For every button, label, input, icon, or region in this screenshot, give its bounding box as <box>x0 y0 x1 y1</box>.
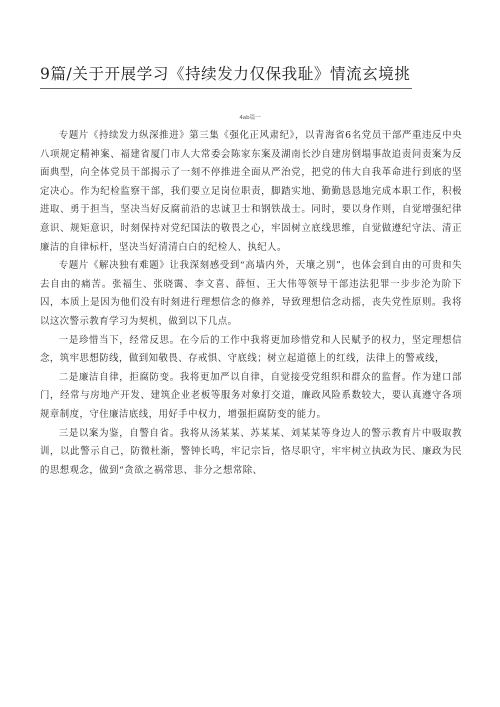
title-underline <box>40 88 412 89</box>
document-body <box>40 127 462 480</box>
section-subtitle: 4ab篇一 <box>239 115 261 121</box>
paragraph: 专题片《解决独有难题》让我深刻感受到“高墙内外，天壤之别”，也体会到自由的可贵和失去自由的痛苦。张福生、张晓霭、李文喜、薛恒、王大伟等领导干部违法犯罪一步步沦为阶下囚，本质上是因为他们没有时刻进行理想信念的修养，导致理想信念动摇，丧失党性原则。我将以这次警示教育学习为契机，做到以下几点。 <box>40 260 462 327</box>
document-title: 9篇/关于开展学习《持续发力仅保我耻》情流玄境挑 <box>40 65 411 83</box>
paragraph: 三是以案为鉴，自警自省。我将从汤某某、苏某某、刘某某等身边人的警示教育片中吸取教训，以此警示自己，防微杜渐，警钟长鸣，牢记宗旨，恪尽职守，牢牢树立执政为民、廉政为民的思想观念，做到“贪欲之祸常思、非分之想常除、 <box>40 427 462 476</box>
paragraph: 一是珍惜当下，经常反思。在今后的工作中我将更加珍惜党和人民赋予的权力，坚定理想信念，筑牢思想防线，做到知敬畏、存戒惧、守底线；树立起道德上的红线，法律上的警戒线， <box>40 334 462 365</box>
paragraph: 专题片《持续发力纵深推进》第三集《强化正风肃纪》，以青海省6名党员干部严重违反中央八项规定精神案、福建省厦门市人大常委会陈家东案及湖南长沙自建房倒塌事故追责问责案为反面典型，向全体党员干部揭示了一刻不停推进全面从严治党，把党的伟大自我革命进行到底的坚定决心。作为纪检监察干部，我们要立足岗位职责，脚踏实地、勤勤恳恳地完成本职工作，积极进取、勇于担当，坚决当好反腐前沿的忠诚卫士和钢铁战士。同时，要以身作则，自觉增强纪律意识、规矩意识，时刻保持对党纪国法的敬畏之心，牢固树立底线思维，自觉做遵纪守法、清正廉洁的自律标杆，坚决当好清清白白的纪检人、执纪人。 <box>40 130 462 253</box>
paragraph: 二是廉洁自律，拒腐防变。我将更加严以自律，自觉接受党组织和群众的监督。作为建口部门，经常与房地产开发、建筑企业老板等服务对象打交道，廉政风险系数较大，要认真遵守各项规章制度，守住廉洁底线，用好手中权力，增强拒腐防变的能力。 <box>40 371 462 420</box>
